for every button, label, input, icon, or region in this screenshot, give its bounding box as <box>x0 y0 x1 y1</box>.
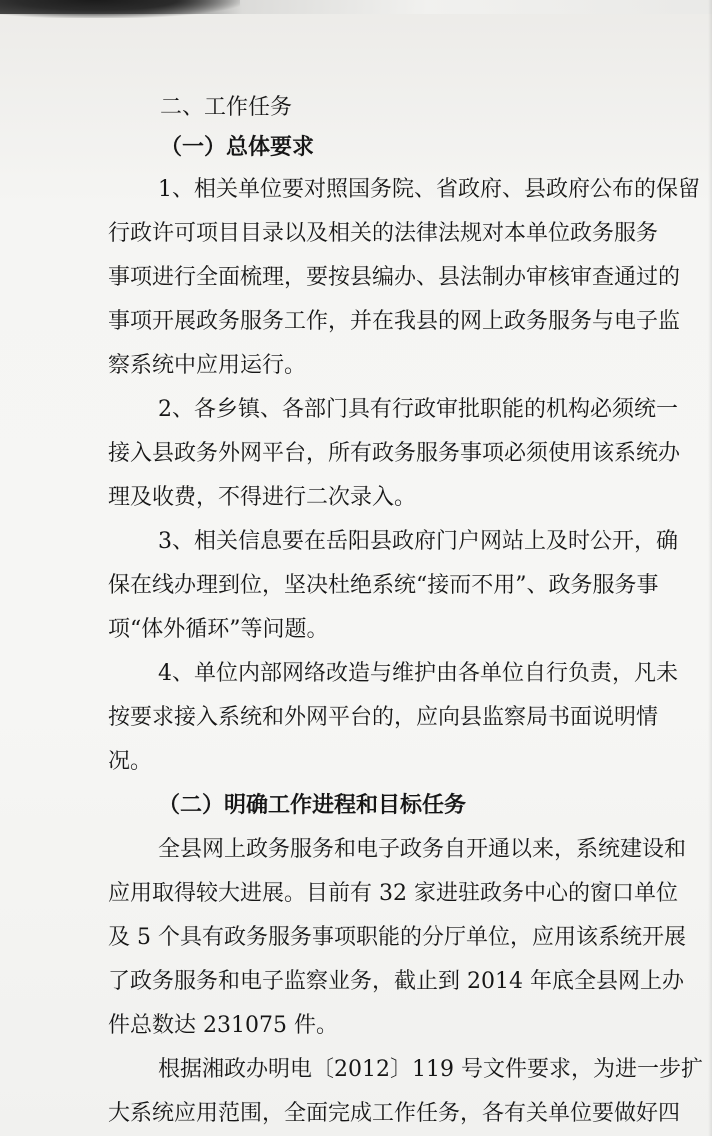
paragraph-line: 件总数达 231075 件。 <box>108 1013 338 1038</box>
paragraph-line: 根据湘政办明电〔2012〕119 号文件要求，为进一步扩 <box>158 1057 703 1082</box>
subsection-title-1: （一）总体要求 <box>160 135 315 160</box>
paragraph-line: 项“体外循环”等问题。 <box>108 617 329 642</box>
paragraph-line: 了政务服务和电子监察业务，截止到 2014 年底全县网上办 <box>108 969 684 994</box>
paragraph-line: 察系统中应用运行。 <box>108 353 307 378</box>
paragraph-line: 大系统应用范围，全面完成工作任务，各有关单位要做好四 <box>108 1101 681 1126</box>
paragraph-line: 2、各乡镇、各部门具有行政审批职能的机构必须统一 <box>158 397 678 422</box>
subsection-title-2: （二）明确工作进程和目标任务 <box>158 793 467 818</box>
paragraph-line: 保在线办理到位，坚决杜绝系统“接而不用”、政务服务事 <box>108 573 659 598</box>
scan-top-corner-shadow <box>0 0 240 18</box>
paragraph-line: 4、单位内部网络改造与维护由各单位自行负责，凡未 <box>158 661 678 686</box>
paragraph-line: 应用取得较大进展。目前有 32 家进驻政务中心的窗口单位 <box>108 881 678 906</box>
scan-right-edge <box>708 0 712 1136</box>
paragraph-line: 理及收费，不得进行二次录入。 <box>108 485 417 510</box>
paragraph-line: 接入县政务外网平台，所有政务服务事项必须使用该系统办 <box>108 441 681 466</box>
paragraph-line: 1、相关单位要对照国务院、省政府、县政府公布的保留 <box>158 177 700 202</box>
paragraph-line: 3、相关信息要在岳阳县政府门户网站上及时公开，确 <box>158 529 678 554</box>
paragraph-line: 事项开展政务服务工作，并在我县的网上政务服务与电子监 <box>108 309 681 334</box>
paragraph-line: 行政许可项目目录以及相关的法律法规对本单位政务服务 <box>108 221 659 246</box>
section-title: 二、工作任务 <box>160 95 293 120</box>
paragraph-line: 全县网上政务服务和电子政务自开通以来，系统建设和 <box>158 837 687 862</box>
paragraph-line: 及 5 个具有政务服务事项职能的分厅单位，应用该系统开展 <box>108 925 686 950</box>
paragraph-line: 况。 <box>108 749 153 774</box>
paragraph-line: 按要求接入系统和外网平台的，应向县监察局书面说明情 <box>108 705 659 730</box>
paragraph-line: 事项进行全面梳理，要按县编办、县法制办审核审查通过的 <box>108 265 681 290</box>
